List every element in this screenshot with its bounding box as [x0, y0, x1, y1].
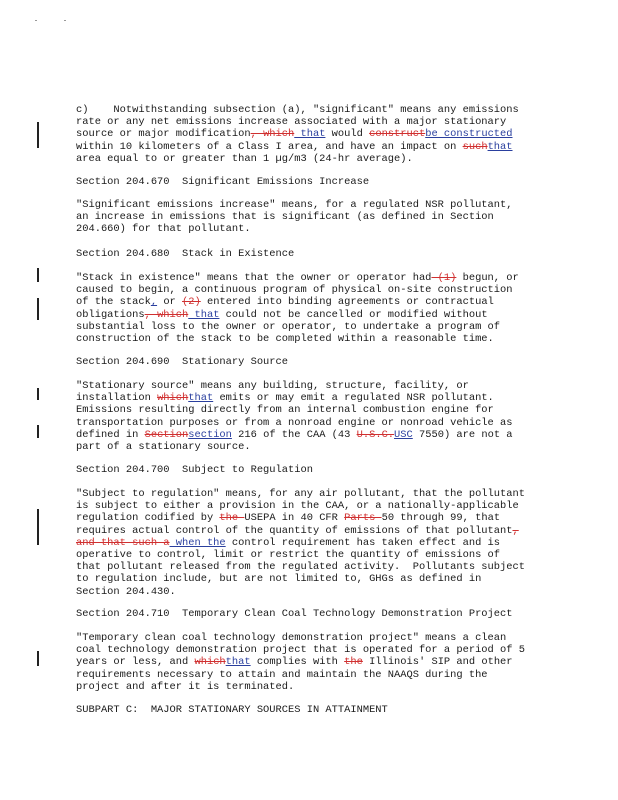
heading-text: Section 204.670 Significant Emissions Increase — [76, 176, 370, 188]
text-line — [76, 681, 546, 693]
scan-speck — [64, 20, 66, 21]
text-run: coal technology demonstration project that is operated for a period of 5 — [76, 644, 525, 657]
text-run: within 10 kilometers of a Class I area, and have an impact on — [76, 140, 463, 153]
text-run: could not be cancelled or modified without — [219, 308, 488, 321]
text-line — [76, 512, 546, 524]
revision-bar — [37, 651, 39, 666]
text-run: "Significant emissions increase" means, for a regulated NSR pollutant, — [76, 199, 513, 211]
text-line — [76, 441, 546, 453]
text-run: c) Notwithstanding subsection (a), "significant" means any emissions — [76, 104, 519, 116]
text-line — [76, 296, 546, 308]
text-run: is subject to either a provision in the CAA, or a nationally-applicable — [76, 500, 519, 513]
heading-text: SUBPART C: MAJOR STATIONARY SOURCES IN ATTAINMENT — [76, 704, 388, 716]
text-line — [76, 404, 546, 416]
heading-text: Section 204.690 Stationary Source — [76, 356, 289, 368]
inserted-text: section — [188, 428, 232, 441]
text-line — [76, 199, 546, 211]
text-run: transportation purposes or from a nonroad engine or nonroad vehicle as — [76, 416, 513, 429]
revision-bar — [37, 122, 39, 148]
scan-speck — [35, 20, 37, 21]
text-run: "Stationary source" means any building, structure, facility, or — [76, 380, 469, 392]
text-run: defined in — [76, 428, 145, 441]
deleted-text: the — [344, 656, 363, 669]
text-line — [76, 333, 546, 345]
text-line — [76, 488, 546, 500]
text-run: USEPA in 40 CFR — [244, 512, 345, 525]
revision-bar — [37, 268, 39, 282]
text-line — [76, 586, 546, 598]
deleted-text: , — [512, 524, 519, 537]
text-line — [76, 321, 546, 333]
text-line — [76, 272, 546, 284]
text-run: years or less, and — [76, 656, 195, 669]
inserted-text: that — [487, 140, 513, 153]
heading-text: Section 204.680 Stack in Existence — [76, 248, 295, 260]
text-line — [76, 128, 546, 140]
paragraph — [76, 380, 546, 453]
text-line — [76, 632, 546, 644]
section-heading — [76, 464, 546, 476]
text-run: "Stack in existence" means that the owner or operator had — [76, 272, 432, 284]
inserted-text: USC — [394, 428, 413, 441]
text-line — [76, 223, 546, 235]
text-run: 50 through 99, that — [381, 512, 501, 525]
text-line — [76, 116, 546, 128]
text-line — [76, 656, 546, 668]
text-run: would — [325, 128, 370, 141]
text-run: "Subject to regulation" means, for any air pollutant, that the pollutant — [76, 488, 525, 500]
deleted-text: construct — [369, 128, 426, 141]
text-run: regulation codified by — [76, 512, 220, 525]
inserted-text: that — [294, 128, 326, 141]
deleted-text: , which — [144, 308, 189, 321]
text-run: Illinois' SIP and other — [362, 656, 513, 669]
text-run: substantial loss to the owner or operator, to undertake a program of — [76, 320, 501, 333]
inserted-text: that — [188, 392, 214, 405]
deleted-text: (1) — [431, 272, 457, 284]
paragraph — [76, 104, 546, 165]
text-run: or — [157, 296, 183, 309]
text-run: installation — [76, 392, 158, 405]
text-line — [76, 573, 546, 585]
text-run: project and after it is terminated. — [76, 680, 295, 693]
deleted-text: which — [194, 656, 226, 669]
paragraph — [76, 632, 546, 693]
text-line — [76, 392, 546, 404]
section-heading — [76, 356, 546, 368]
deleted-text: such — [462, 140, 488, 153]
section-heading — [76, 176, 546, 188]
inserted-text: that — [225, 656, 251, 669]
text-line — [76, 211, 546, 223]
text-line — [76, 644, 546, 656]
deleted-text: the — [219, 512, 245, 525]
section-heading — [76, 248, 546, 260]
text-line — [76, 669, 546, 681]
text-run: requirements necessary to attain and maintain the NAAQS during the — [76, 668, 488, 681]
text-run: 204.660) for that pollutant. — [76, 223, 251, 236]
paragraph — [76, 272, 546, 345]
inserted-text: be constructed — [425, 128, 513, 141]
text-run: requires actual control of the quantity of emissions of that pollutant — [76, 524, 513, 537]
revision-bar — [37, 425, 39, 438]
text-line — [76, 309, 546, 321]
text-run: complies with — [250, 656, 345, 669]
section-heading — [76, 704, 546, 716]
text-line — [76, 104, 546, 116]
text-run: area equal to or greater than 1 µg/m3 (24-hr average). — [76, 152, 413, 165]
paragraph — [76, 199, 546, 236]
text-run: entered into binding agreements or contractual — [200, 296, 494, 309]
heading-text: Section 204.700 Subject to Regulation — [76, 464, 313, 476]
text-run: operative to control, limit or restrict the quantity of emissions of — [76, 548, 501, 561]
text-line — [76, 561, 546, 573]
deleted-text: (2) — [182, 296, 201, 309]
paragraph — [76, 488, 546, 598]
deleted-text: Parts — [344, 512, 382, 525]
text-run: of the stack — [76, 296, 151, 309]
text-line — [76, 525, 546, 537]
text-run: 7550) are not a — [412, 428, 513, 441]
heading-text: Section 204.710 Temporary Clean Coal Technology Demonstration Project — [76, 608, 513, 620]
inserted-text: when the — [169, 536, 226, 549]
text-line — [76, 549, 546, 561]
text-line — [76, 537, 546, 549]
text-run: part of a stationary source. — [76, 440, 251, 453]
deleted-text: Section — [144, 428, 189, 441]
text-run: construction of the stack to be completed within a reasonable time. — [76, 332, 494, 345]
text-run: an increase in emissions that is significant (as defined in Section — [76, 211, 494, 224]
text-run: 216 of the CAA (43 — [231, 428, 357, 441]
text-run: emits or may emit a regulated NSR pollutant. — [213, 392, 494, 405]
deleted-text: U.S.C. — [356, 428, 395, 441]
text-line — [76, 500, 546, 512]
deleted-text: and that such a — [76, 536, 170, 549]
text-run: source or major modification — [76, 128, 251, 141]
text-line — [76, 417, 546, 429]
text-run: "Temporary clean coal technology demonstration project" means a clean — [76, 632, 507, 644]
deleted-text: which — [157, 392, 189, 405]
text-line — [76, 153, 546, 165]
text-run: Emissions resulting directly from an internal combustion engine for — [76, 404, 494, 417]
text-line — [76, 380, 546, 392]
text-run: rate or any net emissions increase associated with a major stationary — [76, 116, 507, 129]
text-run: control requirement has taken effect and is — [225, 536, 501, 549]
revision-bar — [37, 388, 39, 400]
text-run: that pollutant released from the regulated activity. Pollutants subject — [76, 561, 525, 574]
text-run: Section 204.430. — [76, 585, 176, 598]
text-line — [76, 429, 546, 441]
inserted-text: that — [188, 308, 220, 321]
text-line — [76, 141, 546, 153]
revision-bar — [37, 509, 39, 545]
section-heading — [76, 608, 546, 620]
text-run: begun, or — [456, 272, 519, 284]
revision-bar — [37, 298, 39, 320]
text-run: caused to begin, a continuous program of physical on-site construction — [76, 284, 513, 297]
text-run: obligations — [76, 308, 145, 321]
text-line — [76, 284, 546, 296]
text-run: to regulation include, but are not limited to, GHGs as defined in — [76, 573, 482, 586]
deleted-text: , which — [250, 128, 295, 141]
inserted-text: , — [150, 296, 158, 309]
